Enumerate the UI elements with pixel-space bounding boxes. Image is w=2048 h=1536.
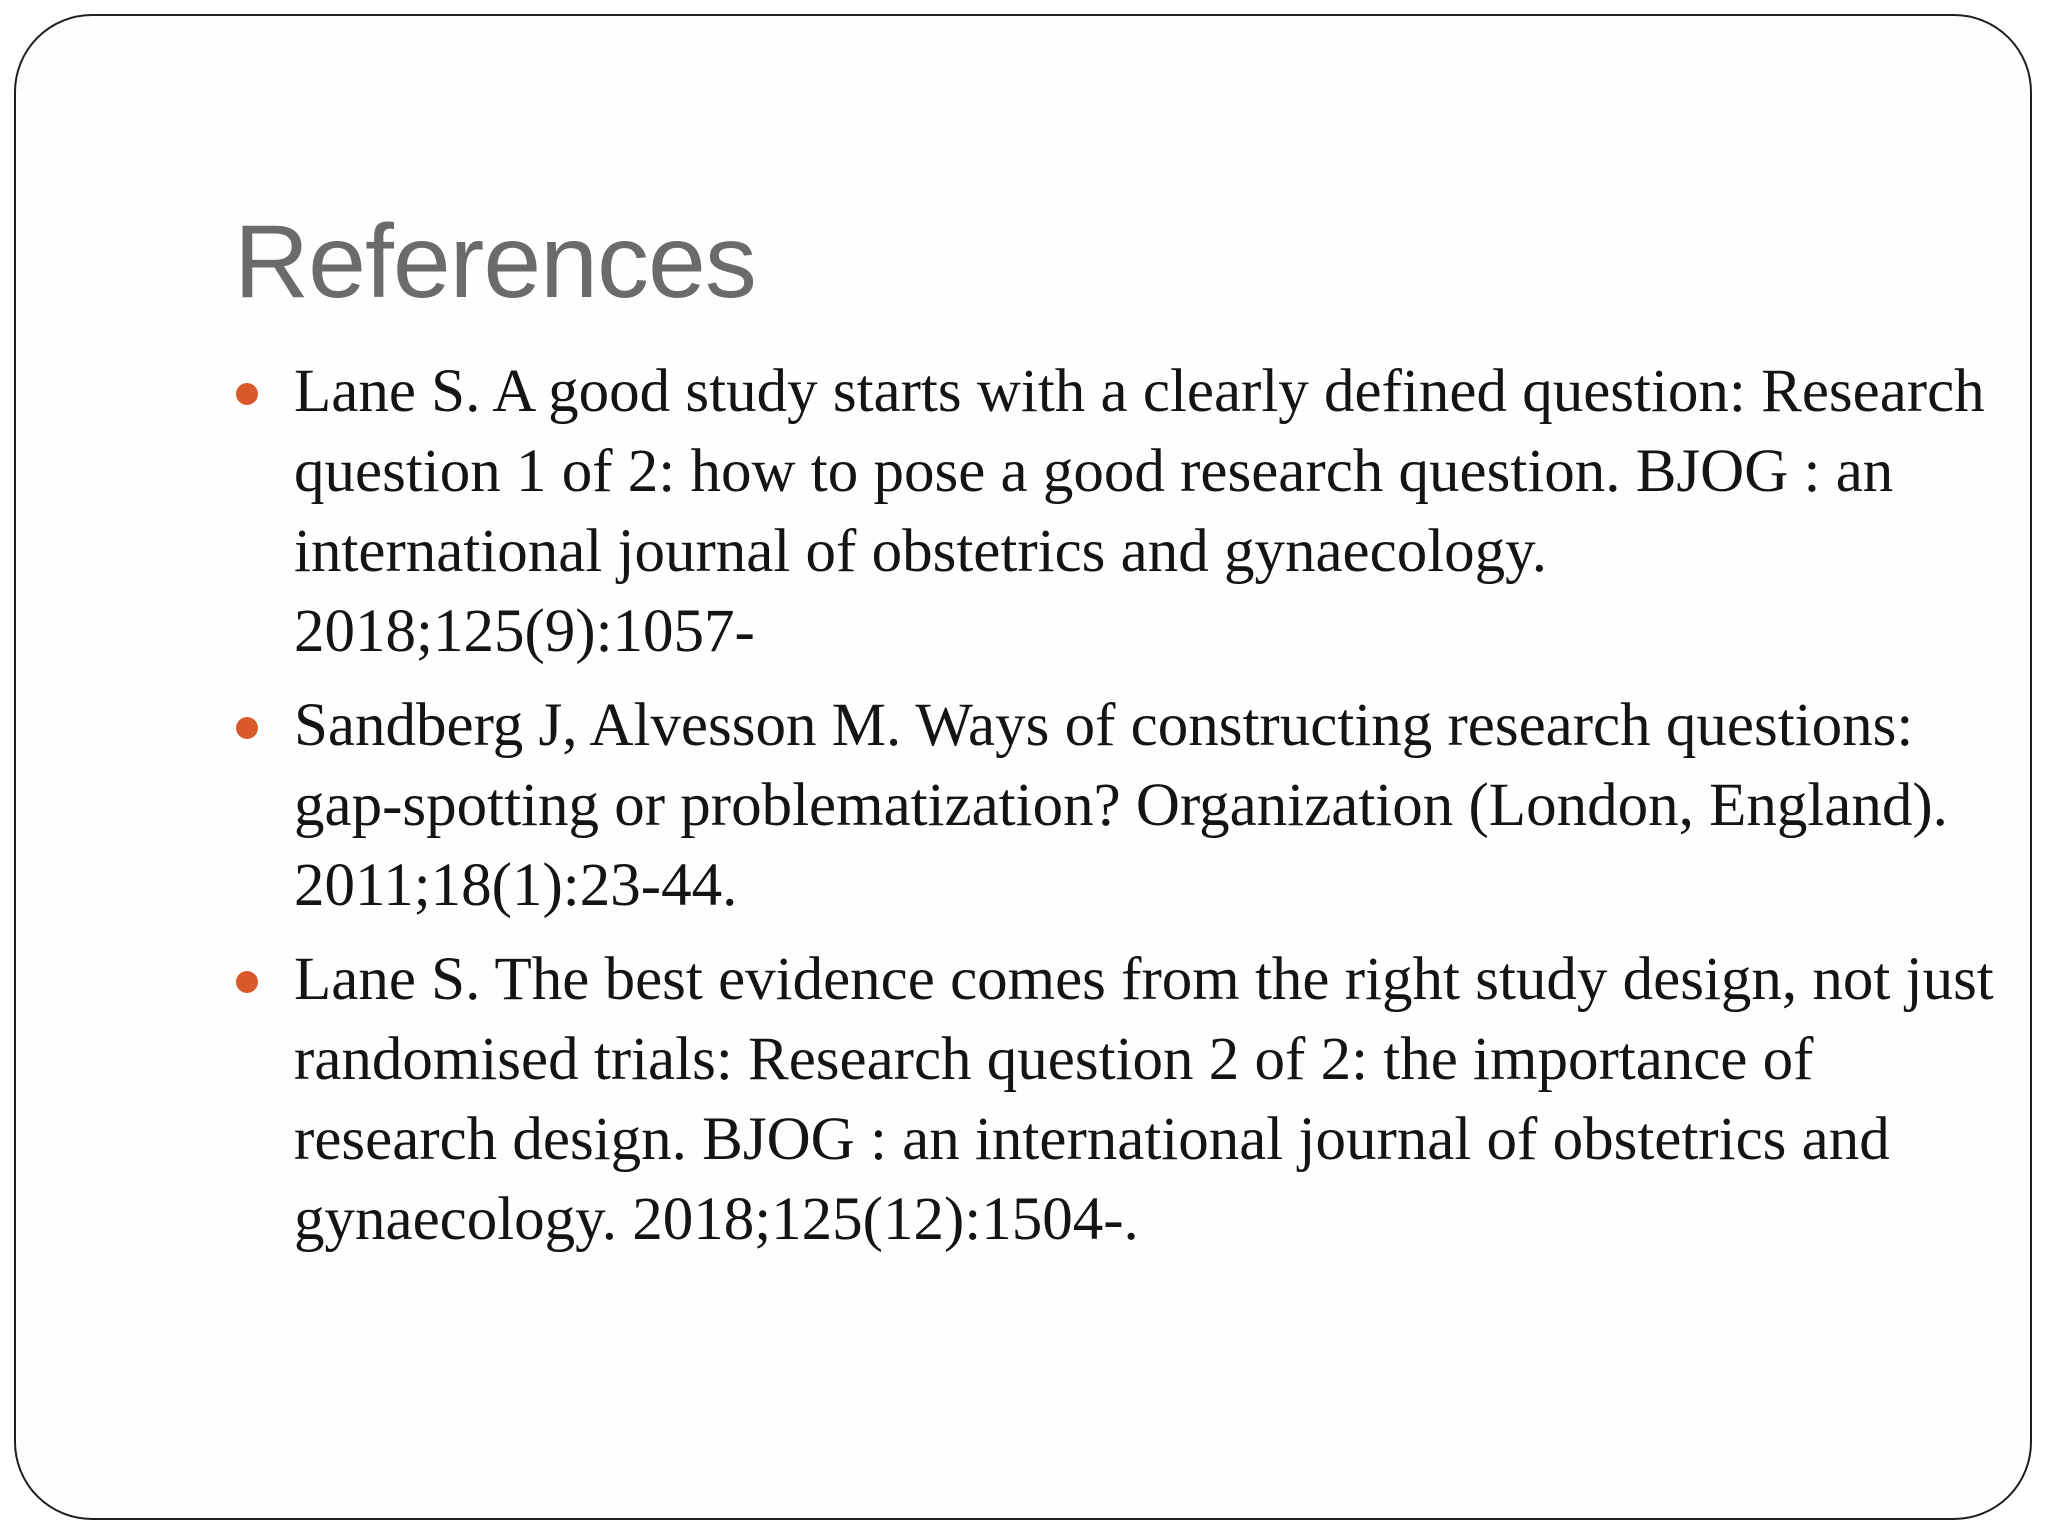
reference-item: [234, 940, 1994, 1260]
bullet-dot-icon: [236, 971, 258, 993]
reference-item: [234, 352, 1994, 672]
reference-text: Lane S. A good study starts with a clearly defined question: Research question 1 of 2: how to pose a good research question. BJOG : an international journal of obstetrics and gynaecology. 2018;125(9):1057-: [294, 358, 1985, 665]
bullet-dot-icon: [236, 717, 258, 739]
bullet-dot-icon: [236, 383, 258, 405]
slide-frame: [14, 14, 2032, 1520]
reference-text: Sandberg J, Alvesson M. Ways of constructing research questions: gap-spotting or problematization? Organization (London, England). 2011;18(1):23-44.: [294, 692, 1948, 919]
reference-list: [234, 352, 1994, 1260]
slide-title: References: [234, 204, 756, 320]
reference-item: [234, 686, 1994, 926]
reference-text: Lane S. The best evidence comes from the right study design, not just randomised trials: Research question 2 of 2: the importance of research design. BJOG : an international journal of obstetrics and gynaecology. 2018;125(12):1504-.: [294, 946, 1994, 1253]
